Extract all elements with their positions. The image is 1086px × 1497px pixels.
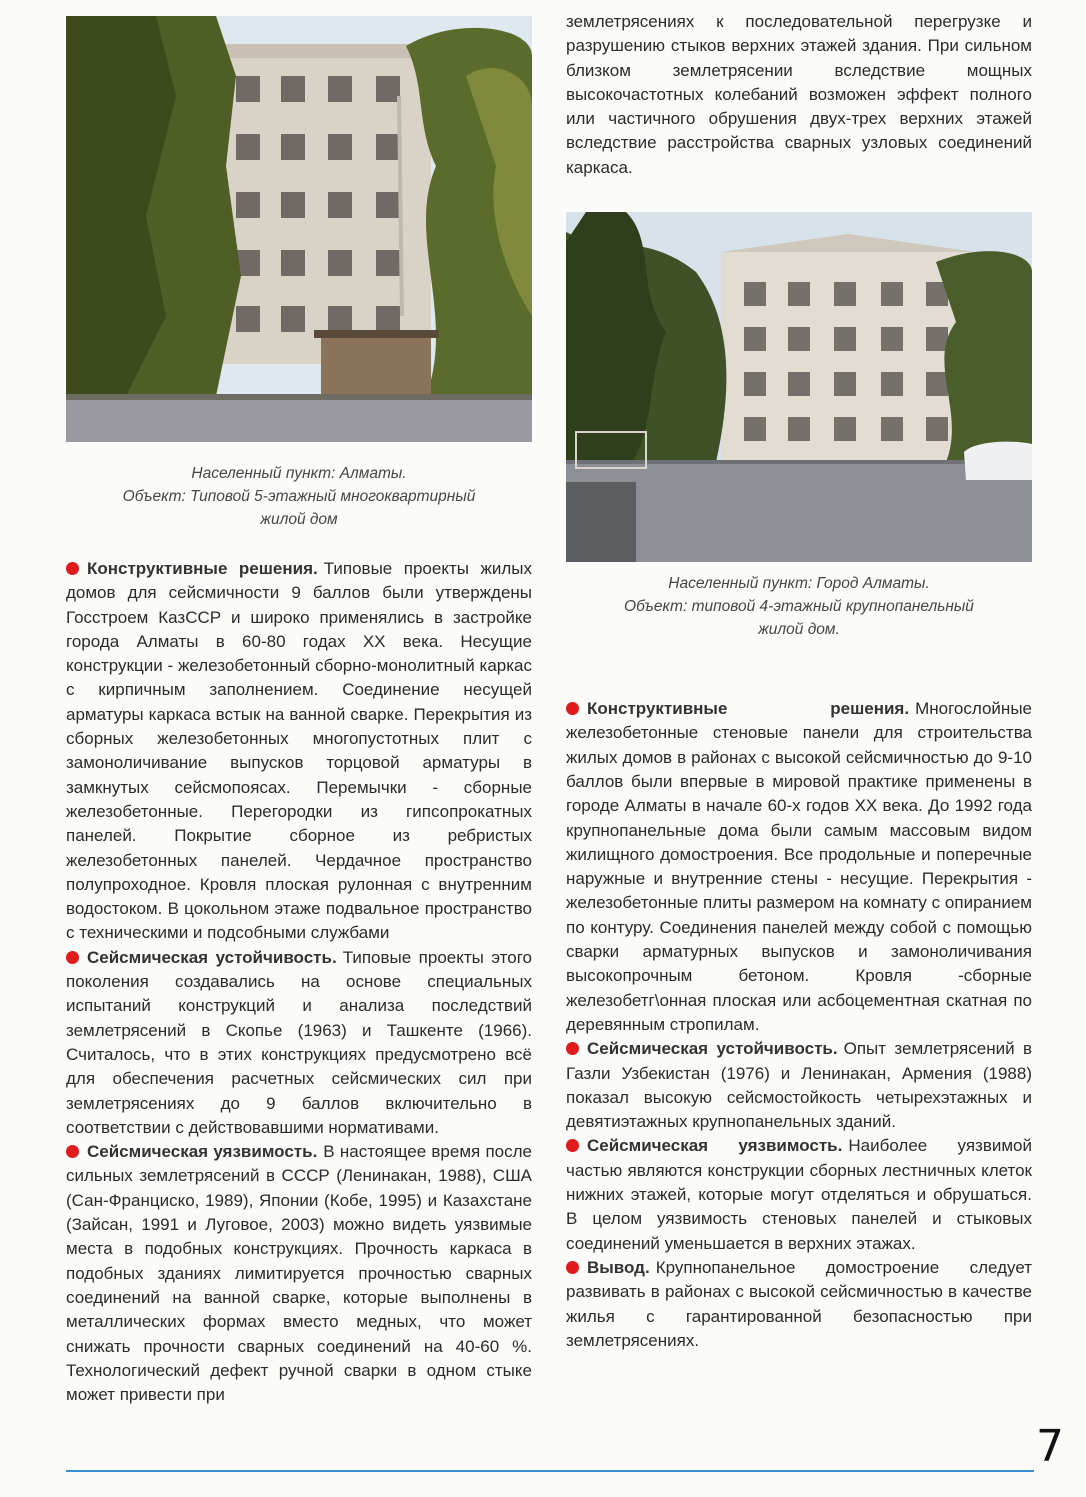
section-text: Типовые проекты жилых домов для сейсмичности 9 баллов были утверждены Госстроем КазССР и широко применялись в застройке города Алматы в 60-80 годах XX века. Несущие конструкции - железобетонный сборно-монолитный каркас с кирпичным заполнением. Соединение несущей арматуры каркаса встык на ванной сварке. Перекрытия из сборных железобетонных многопустотных плит с замоноличивание выпусков торцовой арматуры в замкнутых сейсмопоясах. Перемычки - сборные железобетонные. Перегородки из гипсопрокатных панелей. Покрытие сборное из ребристых железобетонных панелей. Чердачное пространство полупроходное. Кровля плоская рулонная с внутренним водостоком. В цокольном этаже подвальное пространство с техническими и подсобными службами [66, 559, 532, 943]
continued-text: землетрясениях к последовательной перегрузке и разрушению стыков верхних этажей здания. При сильном близком землетрясении вследствие мощных высокочастотных колебаний возможен эффект полного или частичного обрушения двух-трех верхних этажей вследствие расстройства сварных узловых соединений каркаса. [566, 12, 1032, 177]
section-stability-left [66, 946, 532, 1140]
section-heading: Вывод. [587, 1257, 650, 1277]
photo-caption-right [566, 572, 1032, 641]
building-photo-4-storey [566, 212, 1032, 562]
footer-rule [66, 1470, 1034, 1472]
section-text: Крупнопанельное домостроение следует развивать в районах с высокой сейсмичностью в качестве жилья с гарантированной безопасностью при землетрясениях. [566, 1257, 1032, 1350]
right-column [566, 12, 1032, 1353]
section-heading: Сейсмическая уязвимость. [87, 1142, 318, 1162]
red-bullet-icon [566, 1261, 579, 1274]
section-heading: Сейсмическая уязвимость. [587, 1136, 843, 1156]
red-bullet-icon [66, 951, 79, 964]
caption-line: Населенный пункт: Город Алматы. [668, 575, 930, 593]
section-text: Опыт землетрясений в Газли Узбекистан (1976) и Ленинакан, Армения (1988) показал высокую сейсмостойкость четырехэтажных и девятиэтажных крупнопанельных зданий. [566, 1039, 1032, 1132]
page-number: 7 [1036, 1421, 1064, 1472]
left-column [66, 16, 532, 1407]
section-heading: Конструктивные решения. [587, 699, 910, 719]
caption-line: жилой дом [260, 511, 338, 528]
building-photo-5-storey [66, 16, 532, 442]
caption-line: Объект: Типовой 5-этажный многоквартирный [122, 488, 476, 505]
red-bullet-icon [566, 1139, 579, 1152]
caption-line: Населенный пункт: Алматы. [191, 465, 407, 482]
caption-line: Объект: типовой 4-этажный крупнопанельный [624, 598, 974, 616]
red-bullet-icon [66, 562, 79, 575]
section-conclusion-right [566, 1256, 1032, 1353]
red-bullet-icon [66, 1145, 79, 1158]
section-heading: Сейсмическая устойчивость. [87, 947, 337, 967]
section-stability-right [566, 1037, 1032, 1134]
section-vulnerability-right [566, 1134, 1032, 1255]
section-constructive-left [66, 557, 532, 946]
section-heading: Сейсмическая устойчивость. [587, 1039, 838, 1059]
caption-line: жилой дом. [758, 621, 840, 639]
red-bullet-icon [566, 702, 579, 715]
section-vulnerability-left [66, 1140, 532, 1407]
photo-caption-left [66, 462, 532, 531]
section-text: Типовые проекты этого поколения создавались на основе специальных испытаний конструкций и анализа последствий землетрясений в Скопье (1963) и Ташкенте (1966). Считалось, что в этих конструкциях предусмотрено всё для обеспечения расчетных сейсмических сил при землетрясениях до 9 баллов включительно в соответствии с действовавшими нормативами. [66, 947, 532, 1137]
section-constructive-right [566, 697, 1032, 1037]
red-bullet-icon [566, 1042, 579, 1055]
section-text: Наиболее уязвимой частью являются конструкции сборных лестничных клеток нижних этажей, которые могут отделяться и обрушаться. В целом уязвимость стеновых панелей и стыковых соединений уменьшается в верхних этажах. [566, 1136, 1032, 1253]
section-text: Многослойные железобетонные стеновые панели для строительства жилых домов в районах с высокой сейсмичностью до 9-10 баллов были впервые в мировой практике применены в городе Алматы в начале 60-х годов XX века. До 1992 года крупнопанельные дома были самым массовым видом жилищного домостроения. Все продольные и поперечные наружные и внутренние стены - несущие. Перекрытия - железобетонные плиты размером на комнату с опиранием по контуру. Соединения панелей между собой с помощью сварки арматурных выпусков и замоноличивания высокопрочным бетоном. Кровля -сборные железобетг\онная плоская или асбоцементная скатная по деревянным стропилам. [566, 699, 1032, 1034]
section-text: В настоящее время после сильных землетрясений в СССР (Ленинакан, 1988), США (Сан-Франциско, 1989), Японии (Кобе, 1995) и Казахстане (Зайсан, 1991 и Луговое, 2003) можно видеть уязвимые места в подобных конструкциях. Прочность каркаса в подобных зданиях лимитируется прочностью сварных соединений на ванной сварке, которые выполнены в металлических формах вместо медных, что может снижать прочности сварных соединений на 40-60 %. Технологический дефект ручной сварки в одном стыке может привести при [66, 1142, 532, 1405]
section-heading: Конструктивные решения. [87, 559, 318, 578]
